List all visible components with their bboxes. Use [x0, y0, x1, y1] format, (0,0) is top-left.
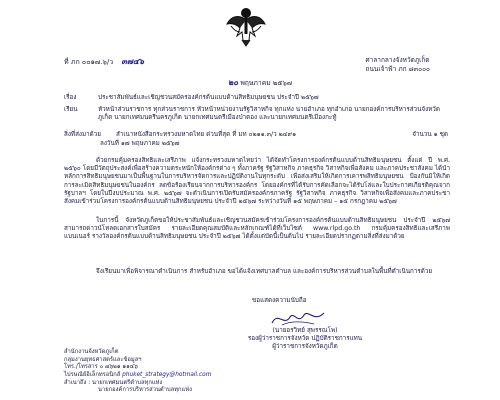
reference-number — [64, 57, 144, 67]
date-day: ๒๐ — [228, 78, 239, 87]
garuda-emblem — [225, 4, 267, 48]
footer-phone: โทร./โทรสาร ๐ ๗๖๒๑ ๑๑๔๖ — [64, 364, 138, 371]
attachment-quantity: จำนวน ๑ ชุด — [412, 131, 448, 138]
closing-phrase: ขอแสดงความนับถือ — [252, 297, 307, 304]
body-paragraph-1: ด้วยกรมคุ้มครองสิทธิและเสรีภาพ แจ้งกระทรวงมหาดไทยว่า ได้จัดทำโครงการองค์กรต้นแบบด้านสิทธิมนุษยชน ตั้งแต่ ปี พ.ศ. ๒๕๖๐ โดยมีวัตถุประสงค์เพื่อสร้างความตระหนักให้องค์กรต่าง ๆ ทั้งภาครัฐ รัฐวิสาหกิจ ภาคธุรกิจ วิสาหกิจเพื่อสังคม และภาคประชาสังคม ได้นำหลักการสิทธิมนุษยชนมาเป็นพื้นฐานในการบริหารจัดการและปฏิบัติงานในทุกระดับ เพื่อส่งเสริมให้เกิดการเคารพสิทธิมนุษยชน ป้องกันมิให้เกิดการละเมิดสิทธิมนุษยชนในองค์กร ลดข้อร้องเรียนจากการบริหารองค์กร โดยองค์กรที่ได้รับการคัดเลือกจะได้รับโล่และใบประกาศเกียรติคุณจากรัฐบาลฯ โดยในปีงบประมาณ พ.ศ. ๒๕๖๗ จะดำเนินการเปิดรับสมัครองค์กรภาครัฐ รัฐวิสาหกิจ ภาคธุรกิจ วิสาหกิจเพื่อสังคมและภาคประชาสังคมเข้าร่วมโครงการองค์กรต้นแบบด้านสิทธิมนุษยชน ประจำปี ๒๕๖๗ ระหว่างวันที่ ๑๕ พฤษภาคม – ๑๕ กรกฎาคม ๒๕๖๗ — [64, 157, 450, 205]
body-paragraph-3: จึงเรียนมาเพื่อพิจารณาดำเนินการ สำหรับอำเภอ ขอได้แจ้งเทศบาลตำบล และองค์การบริหารส่วนตำบลในพื้นที่ดำเนินการด้วย — [96, 268, 433, 275]
footer-cc-2: นายกองค์การบริหารส่วนตำบลทุกแห่ง — [98, 387, 192, 394]
signer-position-1: รองผู้ว่าราชการจังหวัด ปฏิบัติราชการแทน — [247, 335, 363, 343]
footer-office: สำนักงานจังหวัดภูเก็ต — [64, 349, 119, 355]
attachment-label: สิ่งที่ส่งมาด้วย — [64, 131, 101, 138]
signer-name: (นายอรวิทย์ สุพรรณโพ) — [272, 327, 338, 334]
attachment-text: สำเนาหนังสือกระทรวงมหาดไทย ด่วนที่สุด ที่ มท ๐๒๑๑.๓/ว ๒๔๙๑ — [116, 131, 297, 138]
footer-group: กลุ่มงานยุทธศาสตร์และข้อมูลฯ — [64, 356, 142, 363]
footer-contact — [64, 349, 211, 395]
attachment-line — [64, 131, 450, 139]
attachment-date: ลงวันที่ ๑๗ พฤษภาคม ๒๕๖๗ — [100, 140, 180, 147]
agency-address: ถนนเจ้าฟ้า ภก ๘๓๐๐๐ — [365, 64, 430, 73]
letter-date — [228, 78, 292, 88]
footer-cc-1: : นายกเทศมนตรีตำบลทุกแห่ง — [88, 379, 163, 386]
reference-handwritten-number: ๓๗๔๖ — [121, 57, 144, 66]
footer-cc-label: สำเนาถึง — [64, 379, 87, 386]
body-paragraph-2: ในการนี้ จังหวัดภูเก็ตขอให้ประชาสัมพันธ์และเชิญชวนสมัครเข้าร่วมโครงการองค์กรต้นแบบด้านสิทธิมนุษยชน ประจำปี ๒๕๖๗ สามารถดาวน์โหลดเอกสารใบสมัคร รายละเอียดคุณสมบัติและหลักเกณฑ์ได้ที่เว็บไซต์ www.rlpd.go.th กรมคุ้มครองสิทธิและเสรีภาพ แบนเนอร์ รางวัลองค์กรต้นแบบด้านสิทธิมนุษยชน ประจำปี ๒๕๖๗ ได้ตั้งแต่บัดนี้เป็นต้นไป รายละเอียดปรากฏตามสิ่งที่ส่งมาด้วย — [64, 217, 450, 241]
subject-label: เรื่อง — [64, 94, 77, 101]
signer-position-2: ผู้ว่าราชการจังหวัดภูเก็ต — [272, 343, 338, 351]
attention-line — [64, 106, 450, 122]
agency-address-block — [366, 56, 430, 74]
agency-name: ศาลากลางจังหวัดภูเก็ต — [365, 56, 430, 64]
attention-text: หัวหน้าส่วนราชการ ทุกส่วนราชการ หัวหน้าหน่วยงานรัฐวิสาหกิจ ทุกแห่ง นายอำเภอ ทุกอำเภอ นายกองค์การบริหารส่วนจังหวัดภูเก็ต นายกเทศมนตรีนครภูเก็ต นายกเทศมนตรีเมืองป่าตอง และนายกเทศมนตรีเมืองกะทู้ — [98, 106, 440, 122]
subject-text: ประชาสัมพันธ์และเชิญชวนสมัครองค์กรต้นแบบด้านสิทธิมนุษยชน ประจำปี ๒๕๖๗ — [98, 94, 319, 101]
footer-email: phuket_strategy@hotmail.com — [122, 371, 212, 378]
signer-block — [230, 327, 380, 352]
subject-line — [64, 94, 450, 102]
footer-email-label: ไปรษณีย์อิเล็กทรอนิกส์ — [64, 371, 121, 378]
date-month-year: พฤษภาคม ๒๕๖๗ — [240, 79, 292, 87]
reference-prefix: ที่ ภก ๐๐๑๗.๖/ว — [64, 58, 114, 66]
footer-email-line — [64, 372, 211, 380]
attention-label: เรียน — [64, 106, 78, 113]
